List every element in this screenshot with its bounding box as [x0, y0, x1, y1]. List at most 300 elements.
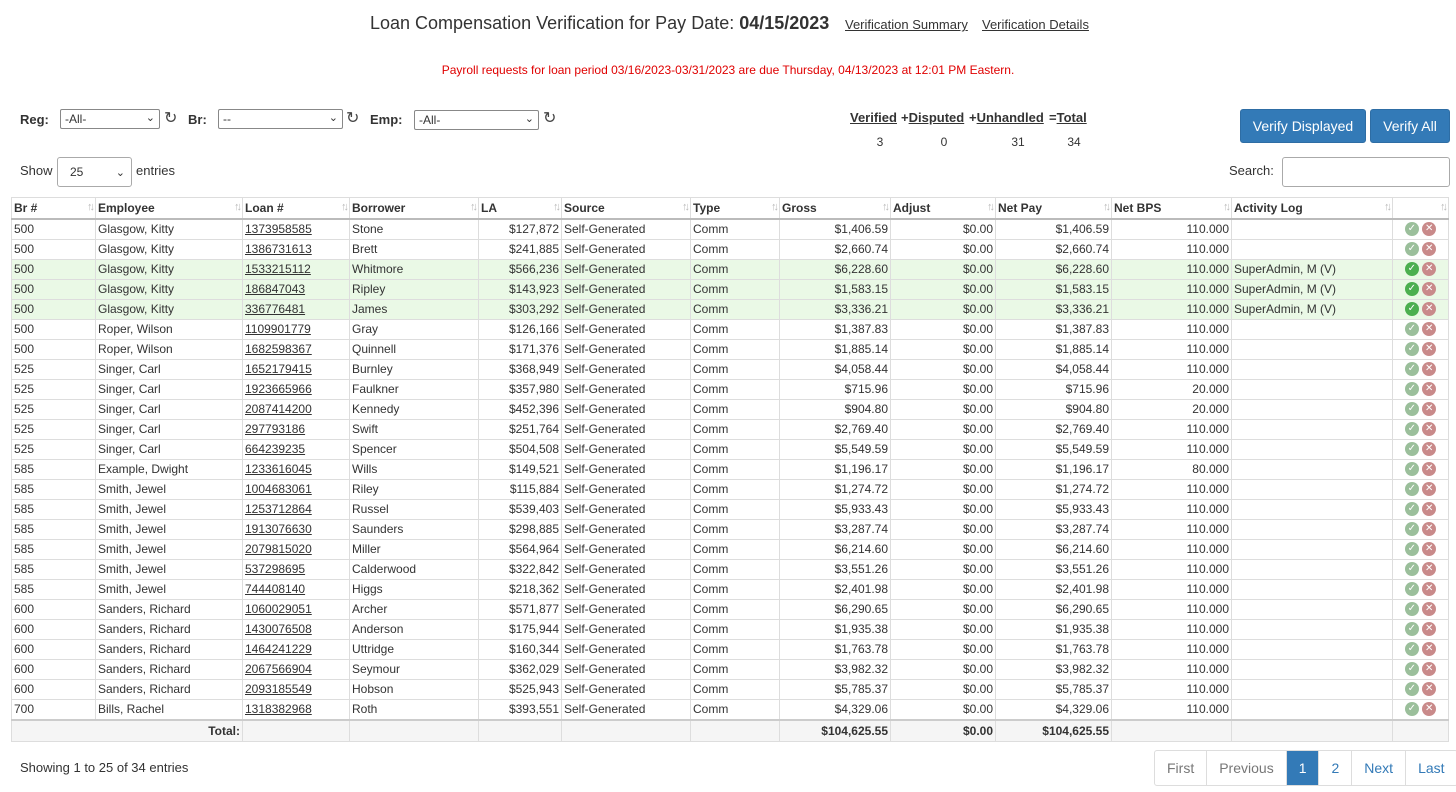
verify-check-icon[interactable]: ✓: [1405, 622, 1419, 636]
emp-refresh-icon[interactable]: ↻: [543, 110, 557, 127]
table-row: [12, 219, 1449, 240]
cell-br: 600: [12, 620, 96, 640]
cell-source: Self-Generated: [562, 300, 691, 320]
cell-loan: [243, 219, 350, 240]
cell-la: $393,551: [479, 700, 562, 721]
reg-filter-select[interactable]: [60, 109, 160, 129]
chevron-down-icon: ⌄: [115, 167, 125, 179]
loan-number-link[interactable]: 1913076630: [245, 522, 312, 536]
loan-number-link[interactable]: 2067566904: [245, 662, 312, 676]
loan-number-link[interactable]: 1373958585: [245, 222, 312, 236]
cell-borrower: Ripley: [350, 280, 479, 300]
cell-type: Comm: [691, 280, 780, 300]
verify-check-icon[interactable]: ✓: [1405, 322, 1419, 336]
cell-source: Self-Generated: [562, 560, 691, 580]
column-header-label: Br #: [14, 200, 38, 215]
cell-type: Comm: [691, 460, 780, 480]
verify-check-icon[interactable]: ✓: [1405, 262, 1419, 276]
column-header[interactable]: [1112, 198, 1232, 220]
page-button-1[interactable]: 1: [1287, 751, 1320, 785]
cell-bps: 110.000: [1112, 600, 1232, 620]
cell-adjust: $0.00: [891, 260, 996, 280]
totals-label: Total:: [12, 720, 243, 742]
verify-check-icon[interactable]: ✓: [1405, 662, 1419, 676]
equals-sign: =: [1049, 110, 1057, 125]
page-length-select[interactable]: [57, 157, 132, 187]
loan-number-link[interactable]: 1253712864: [245, 502, 312, 516]
cell-log: [1232, 360, 1393, 380]
cell-emp: Glasgow, Kitty: [96, 260, 243, 280]
table-row: [12, 400, 1449, 420]
dispute-x-icon[interactable]: ✕: [1422, 642, 1436, 656]
totals-cell-empty: [350, 720, 479, 742]
dispute-x-icon[interactable]: ✕: [1422, 322, 1436, 336]
cell-log: [1232, 500, 1393, 520]
cell-borrower: Archer: [350, 600, 479, 620]
total-adjust: $0.00: [891, 720, 996, 742]
verify-check-icon[interactable]: ✓: [1405, 462, 1419, 476]
loan-number-link[interactable]: 537298695: [245, 562, 306, 576]
cell-la: $362,029: [479, 660, 562, 680]
dispute-x-icon[interactable]: ✕: [1422, 602, 1436, 616]
cell-gross: $3,982.32: [780, 660, 891, 680]
dispute-x-icon[interactable]: ✕: [1422, 302, 1436, 316]
cell-br: 525: [12, 380, 96, 400]
loan-number-link[interactable]: 1060029051: [245, 602, 312, 616]
cell-net: $6,228.60: [996, 260, 1112, 280]
cell-emp: Singer, Carl: [96, 440, 243, 460]
loan-number-link[interactable]: 1318382968: [245, 702, 312, 716]
column-header[interactable]: [243, 198, 350, 220]
cell-emp: Glasgow, Kitty: [96, 219, 243, 240]
cell-bps: 110.000: [1112, 620, 1232, 640]
totals-cell-empty: [479, 720, 562, 742]
dispute-x-icon[interactable]: ✕: [1422, 682, 1436, 696]
dispute-x-icon[interactable]: ✕: [1422, 462, 1436, 476]
search-label: Search:: [1229, 163, 1274, 178]
cell-log: [1232, 380, 1393, 400]
loan-number-link[interactable]: 1109901779: [245, 322, 311, 336]
cell-type: Comm: [691, 440, 780, 460]
cell-source: Self-Generated: [562, 480, 691, 500]
table-row: [12, 640, 1449, 660]
cell-adjust: $0.00: [891, 640, 996, 660]
loan-number-link[interactable]: 2079815020: [245, 542, 312, 556]
total-count: 34: [1067, 135, 1081, 149]
dispute-x-icon[interactable]: ✕: [1422, 622, 1436, 636]
dispute-x-icon[interactable]: ✕: [1422, 242, 1436, 256]
cell-bps: 110.000: [1112, 580, 1232, 600]
cell-bps: 110.000: [1112, 420, 1232, 440]
verify-check-icon[interactable]: ✓: [1405, 522, 1419, 536]
table-row: [12, 480, 1449, 500]
dispute-x-icon[interactable]: ✕: [1422, 702, 1436, 716]
cell-gross: $2,660.74: [780, 240, 891, 260]
cell-actions: [1393, 500, 1449, 520]
loan-number-link[interactable]: 1533215112: [245, 262, 311, 276]
column-header-label: Adjust: [893, 200, 931, 215]
cell-actions: [1393, 360, 1449, 380]
column-header[interactable]: [891, 198, 996, 220]
column-header[interactable]: [691, 198, 780, 220]
cell-type: Comm: [691, 680, 780, 700]
verify-check-icon[interactable]: ✓: [1405, 342, 1419, 356]
column-header[interactable]: [96, 198, 243, 220]
cell-la: $218,362: [479, 580, 562, 600]
cell-emp: Sanders, Richard: [96, 620, 243, 640]
cell-actions: [1393, 640, 1449, 660]
cell-net: $5,785.37: [996, 680, 1112, 700]
cell-bps: 110.000: [1112, 440, 1232, 460]
cell-type: Comm: [691, 420, 780, 440]
cell-br: 600: [12, 660, 96, 680]
cell-borrower: Swift: [350, 420, 479, 440]
entries-label: entries: [136, 163, 176, 178]
search-input[interactable]: [1282, 157, 1450, 187]
page-button-next[interactable]: Next: [1352, 751, 1406, 785]
cell-log: SuperAdmin, M (V): [1232, 260, 1393, 280]
cell-borrower: Calderwood: [350, 560, 479, 580]
verify-check-icon[interactable]: ✓: [1405, 642, 1419, 656]
table-info: Showing 1 to 25 of 34 entries: [20, 760, 189, 775]
emp-filter-select[interactable]: [414, 110, 539, 130]
cell-emp: Glasgow, Kitty: [96, 240, 243, 260]
cell-adjust: $0.00: [891, 219, 996, 240]
cell-adjust: $0.00: [891, 600, 996, 620]
loan-number-link[interactable]: 1386731613: [245, 242, 312, 256]
cell-la: $571,877: [479, 600, 562, 620]
cell-adjust: $0.00: [891, 560, 996, 580]
unhandled-count: 31: [1011, 135, 1025, 149]
cell-type: Comm: [691, 260, 780, 280]
cell-la: $566,236: [479, 260, 562, 280]
dispute-x-icon[interactable]: ✕: [1422, 402, 1436, 416]
loan-number-link[interactable]: 744408140: [245, 582, 306, 596]
cell-gross: $2,401.98: [780, 580, 891, 600]
cell-adjust: $0.00: [891, 480, 996, 500]
column-header[interactable]: [350, 198, 479, 220]
loan-number-link[interactable]: 186847043: [245, 282, 306, 296]
cell-gross: $6,228.60: [780, 260, 891, 280]
cell-emp: Glasgow, Kitty: [96, 280, 243, 300]
cell-borrower: Riley: [350, 480, 479, 500]
page-button-previous[interactable]: Previous: [1207, 751, 1286, 785]
cell-la: $539,403: [479, 500, 562, 520]
cell-emp: Bills, Rachel: [96, 700, 243, 721]
cell-type: Comm: [691, 620, 780, 640]
column-header-label: Net BPS: [1114, 200, 1162, 215]
verify-check-icon[interactable]: ✓: [1405, 502, 1419, 516]
cell-borrower: James: [350, 300, 479, 320]
column-header[interactable]: [12, 198, 96, 220]
cell-emp: Smith, Jewel: [96, 560, 243, 580]
cell-net: $2,660.74: [996, 240, 1112, 260]
cell-gross: $1,387.83: [780, 320, 891, 340]
cell-borrower: Saunders: [350, 520, 479, 540]
table-row: [12, 560, 1449, 580]
verification-summary-link[interactable]: Verification Summary: [845, 17, 968, 32]
table-row: [12, 240, 1449, 260]
cell-actions: [1393, 260, 1449, 280]
cell-log: [1232, 440, 1393, 460]
dispute-x-icon[interactable]: ✕: [1422, 502, 1436, 516]
cell-bps: 110.000: [1112, 700, 1232, 721]
column-header[interactable]: [1232, 198, 1393, 220]
verify-check-icon[interactable]: ✓: [1405, 682, 1419, 696]
cell-bps: 110.000: [1112, 520, 1232, 540]
column-header-label: Source: [564, 200, 605, 215]
dispute-x-icon[interactable]: ✕: [1422, 382, 1436, 396]
cell-actions: [1393, 680, 1449, 700]
cell-borrower: Uttridge: [350, 640, 479, 660]
table-row: [12, 680, 1449, 700]
total-net-pay: $104,625.55: [996, 720, 1112, 742]
cell-source: Self-Generated: [562, 540, 691, 560]
unhandled-stat-label: Unhandled: [976, 110, 1044, 125]
verify-check-icon[interactable]: ✓: [1405, 602, 1419, 616]
cell-actions: [1393, 700, 1449, 721]
cell-loan: [243, 400, 350, 420]
loan-number-link[interactable]: 336776481: [245, 302, 306, 316]
verify-check-icon[interactable]: ✓: [1405, 422, 1419, 436]
verify-check-icon[interactable]: ✓: [1405, 242, 1419, 256]
page-button-first[interactable]: First: [1155, 751, 1207, 785]
cell-bps: 110.000: [1112, 560, 1232, 580]
verify-check-icon[interactable]: ✓: [1405, 362, 1419, 376]
cell-borrower: Faulkner: [350, 380, 479, 400]
cell-log: [1232, 600, 1393, 620]
total-gross: $104,625.55: [780, 720, 891, 742]
table-row: [12, 440, 1449, 460]
cell-loan: [243, 420, 350, 440]
cell-gross: $6,290.65: [780, 600, 891, 620]
verify-check-icon[interactable]: ✓: [1405, 222, 1419, 236]
cell-gross: $1,274.72: [780, 480, 891, 500]
cell-loan: [243, 280, 350, 300]
br-filter-select[interactable]: [218, 109, 343, 129]
cell-la: $452,396: [479, 400, 562, 420]
verified-stat-label: Verified: [850, 110, 897, 125]
cell-net: $1,885.14: [996, 340, 1112, 360]
cell-loan: [243, 600, 350, 620]
cell-actions: [1393, 540, 1449, 560]
cell-actions: [1393, 400, 1449, 420]
cell-type: Comm: [691, 520, 780, 540]
loan-number-link[interactable]: 1652179415: [245, 362, 312, 376]
column-header[interactable]: [479, 198, 562, 220]
loan-number-link[interactable]: 2093185549: [245, 682, 312, 696]
dispute-x-icon[interactable]: ✕: [1422, 582, 1436, 596]
cell-bps: 20.000: [1112, 380, 1232, 400]
cell-br: 700: [12, 700, 96, 721]
verify-check-icon[interactable]: ✓: [1405, 562, 1419, 576]
cell-net: $6,290.65: [996, 600, 1112, 620]
dispute-x-icon[interactable]: ✕: [1422, 362, 1436, 376]
cell-actions: [1393, 480, 1449, 500]
cell-emp: Singer, Carl: [96, 420, 243, 440]
loan-number-link[interactable]: 1430076508: [245, 622, 312, 636]
cell-loan: [243, 260, 350, 280]
cell-adjust: $0.00: [891, 440, 996, 460]
cell-emp: Smith, Jewel: [96, 540, 243, 560]
verify-check-icon[interactable]: ✓: [1405, 582, 1419, 596]
dispute-x-icon[interactable]: ✕: [1422, 282, 1436, 296]
cell-net: $715.96: [996, 380, 1112, 400]
page-length-value: 25: [70, 165, 84, 179]
cell-source: Self-Generated: [562, 440, 691, 460]
loan-number-link[interactable]: 664239235: [245, 442, 306, 456]
cell-bps: 110.000: [1112, 320, 1232, 340]
cell-br: 525: [12, 440, 96, 460]
dispute-x-icon[interactable]: ✕: [1422, 262, 1436, 276]
cell-gross: $904.80: [780, 400, 891, 420]
cell-source: Self-Generated: [562, 460, 691, 480]
cell-source: Self-Generated: [562, 240, 691, 260]
column-header[interactable]: [996, 198, 1112, 220]
table-row: [12, 580, 1449, 600]
cell-borrower: Burnley: [350, 360, 479, 380]
dispute-x-icon[interactable]: ✕: [1422, 542, 1436, 556]
cell-gross: $4,329.06: [780, 700, 891, 721]
cell-la: $149,521: [479, 460, 562, 480]
cell-la: $160,344: [479, 640, 562, 660]
dispute-x-icon[interactable]: ✕: [1422, 662, 1436, 676]
cell-log: [1232, 660, 1393, 680]
loan-number-link[interactable]: 1464241229: [245, 642, 312, 656]
column-header[interactable]: [1393, 198, 1449, 220]
sort-icon: ↑↓: [1384, 201, 1389, 213]
br-refresh-icon[interactable]: ↻: [346, 110, 360, 127]
cell-loan: [243, 520, 350, 540]
cell-gross: $715.96: [780, 380, 891, 400]
column-header-label: Gross: [782, 200, 817, 215]
reg-refresh-icon[interactable]: ↻: [164, 110, 178, 127]
cell-bps: 110.000: [1112, 340, 1232, 360]
cell-adjust: $0.00: [891, 620, 996, 640]
cell-net: $1,935.38: [996, 620, 1112, 640]
loan-number-link[interactable]: 1233616045: [245, 462, 312, 476]
cell-emp: Smith, Jewel: [96, 500, 243, 520]
page-button-last[interactable]: Last: [1418, 760, 1445, 776]
cell-source: Self-Generated: [562, 600, 691, 620]
cell-source: Self-Generated: [562, 700, 691, 721]
loan-number-link[interactable]: 1004683061: [245, 482, 312, 496]
cell-type: Comm: [691, 480, 780, 500]
verify-displayed-button[interactable]: Verify Displayed: [1240, 109, 1366, 143]
cell-loan: [243, 240, 350, 260]
verification-details-link[interactable]: Verification Details: [982, 17, 1089, 32]
dispute-x-icon[interactable]: ✕: [1422, 342, 1436, 356]
cell-log: [1232, 640, 1393, 660]
cell-loan: [243, 620, 350, 640]
cell-borrower: Higgs: [350, 580, 479, 600]
verify-check-icon[interactable]: ✓: [1405, 702, 1419, 716]
cell-loan: [243, 700, 350, 721]
br-filter-label: Br:: [188, 112, 207, 127]
cell-source: Self-Generated: [562, 420, 691, 440]
dispute-x-icon[interactable]: ✕: [1422, 422, 1436, 436]
loan-number-link[interactable]: 1923665966: [245, 382, 312, 396]
sort-icon: ↑↓: [987, 201, 992, 213]
cell-net: $4,329.06: [996, 700, 1112, 721]
sort-icon: ↑↓: [1103, 201, 1108, 213]
cell-net: $1,387.83: [996, 320, 1112, 340]
emp-filter-value: -All-: [419, 113, 441, 127]
cell-br: 585: [12, 460, 96, 480]
verify-check-icon[interactable]: ✓: [1405, 402, 1419, 416]
verify-check-icon[interactable]: ✓: [1405, 302, 1419, 316]
cell-type: Comm: [691, 580, 780, 600]
cell-type: Comm: [691, 700, 780, 721]
table-row: [12, 600, 1449, 620]
cell-adjust: $0.00: [891, 460, 996, 480]
loan-number-link[interactable]: 2087414200: [245, 402, 312, 416]
cell-net: $3,982.32: [996, 660, 1112, 680]
cell-borrower: Gray: [350, 320, 479, 340]
verify-check-icon[interactable]: ✓: [1405, 282, 1419, 296]
dispute-x-icon[interactable]: ✕: [1422, 522, 1436, 536]
dispute-x-icon[interactable]: ✕: [1422, 222, 1436, 236]
cell-borrower: Quinnell: [350, 340, 479, 360]
sort-icon: ↑↓: [771, 201, 776, 213]
sort-icon: ↑↓: [87, 201, 92, 213]
cell-log: [1232, 680, 1393, 700]
cell-br: 500: [12, 340, 96, 360]
cell-source: Self-Generated: [562, 320, 691, 340]
column-header[interactable]: [562, 198, 691, 220]
loan-number-link[interactable]: 1682598367: [245, 342, 312, 356]
cell-net: $5,549.59: [996, 440, 1112, 460]
verify-check-icon[interactable]: ✓: [1405, 542, 1419, 556]
chevron-down-icon: ⌄: [328, 112, 338, 124]
page-title: [370, 13, 829, 34]
cell-loan: [243, 580, 350, 600]
dispute-x-icon[interactable]: ✕: [1422, 442, 1436, 456]
page-button-2[interactable]: 2: [1319, 751, 1352, 785]
cell-borrower: Stone: [350, 219, 479, 240]
cell-net: $6,214.60: [996, 540, 1112, 560]
sort-icon: ↑↓: [882, 201, 887, 213]
cell-source: Self-Generated: [562, 500, 691, 520]
sort-icon: ↑↓: [553, 201, 558, 213]
cell-gross: $1,885.14: [780, 340, 891, 360]
cell-la: $175,944: [479, 620, 562, 640]
verify-all-button[interactable]: Verify All: [1370, 109, 1450, 143]
dispute-x-icon[interactable]: ✕: [1422, 482, 1436, 496]
cell-adjust: $0.00: [891, 500, 996, 520]
verify-check-icon[interactable]: ✓: [1405, 382, 1419, 396]
cell-adjust: $0.00: [891, 400, 996, 420]
cell-gross: $5,549.59: [780, 440, 891, 460]
table-row: [12, 700, 1449, 721]
chevron-down-icon: ⌄: [145, 112, 155, 124]
cell-la: $564,964: [479, 540, 562, 560]
cell-log: [1232, 700, 1393, 721]
cell-type: Comm: [691, 360, 780, 380]
cell-actions: [1393, 580, 1449, 600]
verify-check-icon[interactable]: ✓: [1405, 482, 1419, 496]
cell-type: Comm: [691, 300, 780, 320]
loan-number-link[interactable]: 297793186: [245, 422, 306, 436]
pay-date: 04/15/2023: [739, 13, 830, 33]
verify-check-icon[interactable]: ✓: [1405, 442, 1419, 456]
dispute-x-icon[interactable]: ✕: [1422, 562, 1436, 576]
table-row: [12, 280, 1449, 300]
column-header[interactable]: [780, 198, 891, 220]
cell-net: $2,401.98: [996, 580, 1112, 600]
disputed-stat-label: Disputed: [908, 110, 965, 125]
cell-loan: [243, 320, 350, 340]
